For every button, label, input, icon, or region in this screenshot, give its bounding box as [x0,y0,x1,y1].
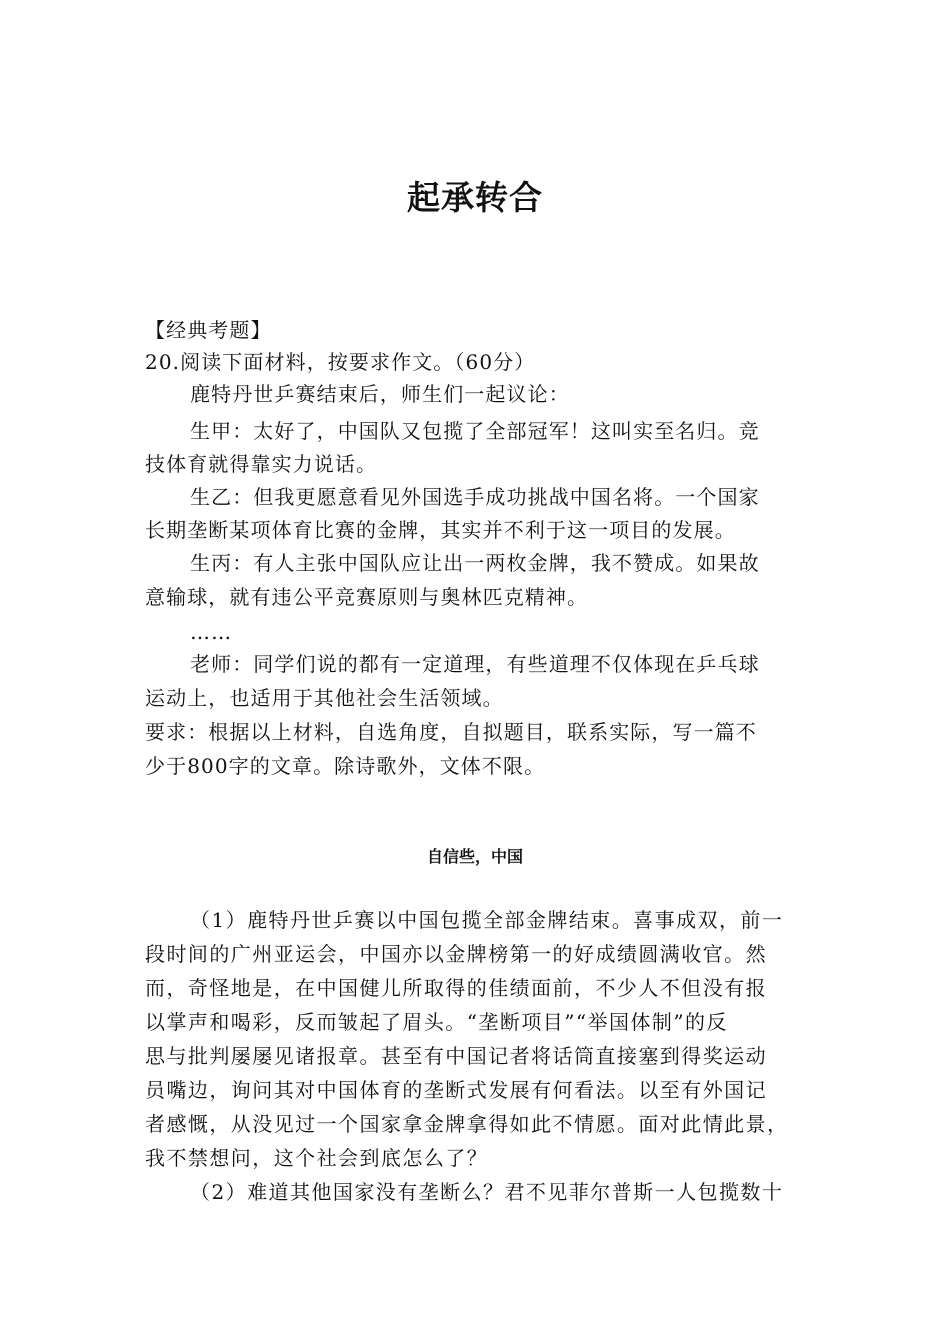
section-label: 【经典考题】 [145,318,272,342]
question-prompt: 20.阅读下面材料，按要求作文。（60分） [145,350,536,374]
essay-p1-line-3: 而，奇怪地是，在中国健儿所取得的佳绩面前，不少人不但没有报 [145,976,768,1000]
student-c-line-1: 生丙：有人主张中国队应让出一两枚金牌，我不赞成。如果故 [190,551,760,575]
essay-p2-line-1: （2）难道其他国家没有垄断么？君不见菲尔普斯一人包揽数十 [190,1180,784,1204]
essay-p1-line-2: 段时间的广州亚运会，中国亦以金牌榜第一的好成绩圆满收官。然 [145,942,768,966]
student-a-line-1: 生甲：太好了，中国队又包揽了全部冠军！这叫实至名归。竞 [190,419,760,443]
document-title: 起承转合 [407,178,543,217]
essay-title: 自信些，中国 [426,847,523,866]
essay-p1-line-7: 者感慨，从没见过一个国家拿金牌拿得如此不情愿。面对此情此景， [145,1112,789,1136]
requirement-line-2: 少于800字的文章。除诗歌外，文体不限。 [145,754,546,778]
teacher-line-1: 老师：同学们说的都有一定道理，有些道理不仅体现在乒乓球 [190,652,760,676]
ellipsis: …… [190,620,233,644]
student-a-line-2: 技体育就得靠实力说话。 [145,452,378,476]
student-c-line-2: 意输球，就有违公平竞赛原则与奥林匹克精神。 [145,585,589,609]
teacher-line-2: 运动上，也适用于其他社会生活领域。 [145,686,504,710]
material-intro: 鹿特丹世乒赛结束后，师生们一起议论： [190,382,570,406]
requirement-line-1: 要求：根据以上材料，自选角度，自拟题目，联系实际，写一篇不 [145,720,757,744]
student-b-line-2: 长期垄断某项体育比赛的金牌，其实并不利于这一项目的发展。 [145,518,736,542]
essay-p1-line-5: 思与批判屡屡见诸报章。甚至有中国记者将话筒直接塞到得奖运动 [145,1044,768,1068]
essay-p1-line-6: 员嘴边，询问其对中国体育的垄断式发展有何看法。以至有外国记 [145,1078,768,1102]
student-b-line-1: 生乙：但我更愿意看见外国选手成功挑战中国名将。一个国家 [190,485,760,509]
essay-p1-line-1: （1）鹿特丹世乒赛以中国包揽全部金牌结束。喜事成双，前一 [190,908,784,932]
essay-p1-line-8: 我不禁想问，这个社会到底怎么了？ [145,1146,489,1170]
essay-p1-line-4: 以掌声和喝彩，反而皱起了眉头。“垄断项目”“举国体制”的反 [145,1010,728,1034]
